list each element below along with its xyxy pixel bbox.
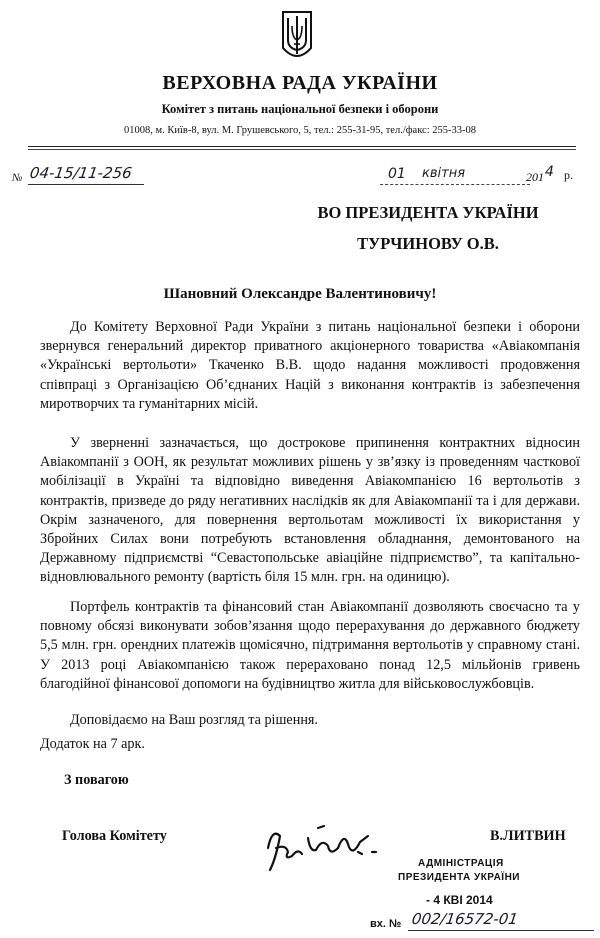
registration-stamp-date: - 4 КВІ 2014 [426,893,493,907]
registration-stamp-office: АДМІНІСТРАЦІЯ [418,858,504,869]
outgoing-number-underline [28,184,144,185]
outgoing-number-prefix: № [12,172,23,184]
committee-name: Комітет з питань національної безпеки і оборони [161,102,439,116]
body-paragraph: До Комітету Верховної Ради України з питань національної безпеки і оборони звернувся генеральний директор приватного акціонерного товариства «Авіакомпанія «Українські вертольоти» Ткаченко В.В. щодо надання можливості продовження співпраці з Організацією Об’єднаних Націй з виконання контрактів із забезпечення миротворчих та гуманітарних місій. [40,319,580,412]
committee-address: 01008, м. Київ-8, вул. М. Грушевського, 5, тел.: 255-31-95, тел./факс: 255-33-08 [123,125,476,136]
date-tail: р. [564,168,573,182]
header-divider [28,146,576,147]
addressee-name: ТУРЧИНОВУ О.В. [357,234,499,253]
addressee-position: ВО ПРЕЗИДЕНТА УКРАЇНИ [317,203,539,222]
registration-stamp-office-2: ПРЕЗИДЕНТА УКРАЇНИ [398,872,520,883]
trident-emblem-icon [280,8,314,64]
incoming-number-underline [408,930,594,931]
date-year-prefix: 201 [526,170,544,184]
salutation: Шановний Олександре Валентиновичу! [163,286,437,302]
header-divider-thin [28,149,576,150]
outgoing-number: 04-15/11-256 [28,164,134,182]
incoming-number-prefix: вх. № [370,918,402,930]
date-year-suffix: 4 [545,164,554,180]
signer-title: Голова Комітету [62,828,167,844]
closing-regards: З повагою [64,772,129,788]
body-paragraph: Портфель контрактів та фінансовий стан Авіакомпанії дозволяють своєчасно та у повному обсязі виконувати зобов’язання щодо перерахування до державного бюджету 5,5 млн. грн. орендних платежів щомісячно, підтримання вертольотів у справному стані. У 2013 році Авіакомпанією також перераховано понад 12,5 мільйонів гривень благодійної фінансової допомоги на будівництво житла для військовослужбовців. [40,599,580,692]
date-day: 01 [388,166,406,182]
parliament-title: ВЕРХОВНА РАДА УКРАЇНИ [162,72,438,94]
attachment-note: Додаток на 7 арк. [40,736,145,752]
date-month: квітня [422,166,466,181]
signer-name: В.ЛИТВИН [490,828,566,844]
date-underline [380,184,530,185]
body-paragraph: У зверненні зазначається, що дострокове припинення контрактних відносин Авіакомпанії з ООН, як результат можливих рішень у зв’язку із проведенням часткової мобілізації в Україні та відповідно виведення Авіакомпанією 16 вертольотів з контрактів, призведе до ряду негативних наслідків як для Авіакомпанії та і для держави. Окрім зазначеного, для повернення вертольотам можливості їх використання у Збройних Силах вони потребують встановлення обладнання, демонтованого на Державному підприємстві “Севастопольське авіаційне підприємство”, та капітально-відновлювального ремонту (вартість біля 15 млн. грн. на одиницю). [40,435,580,586]
handwritten-signature-icon [258,808,398,878]
body-paragraph: Доповідаємо на Ваш розгляд та рішення. [70,712,318,728]
incoming-number: 002/16572-01 [410,910,520,928]
